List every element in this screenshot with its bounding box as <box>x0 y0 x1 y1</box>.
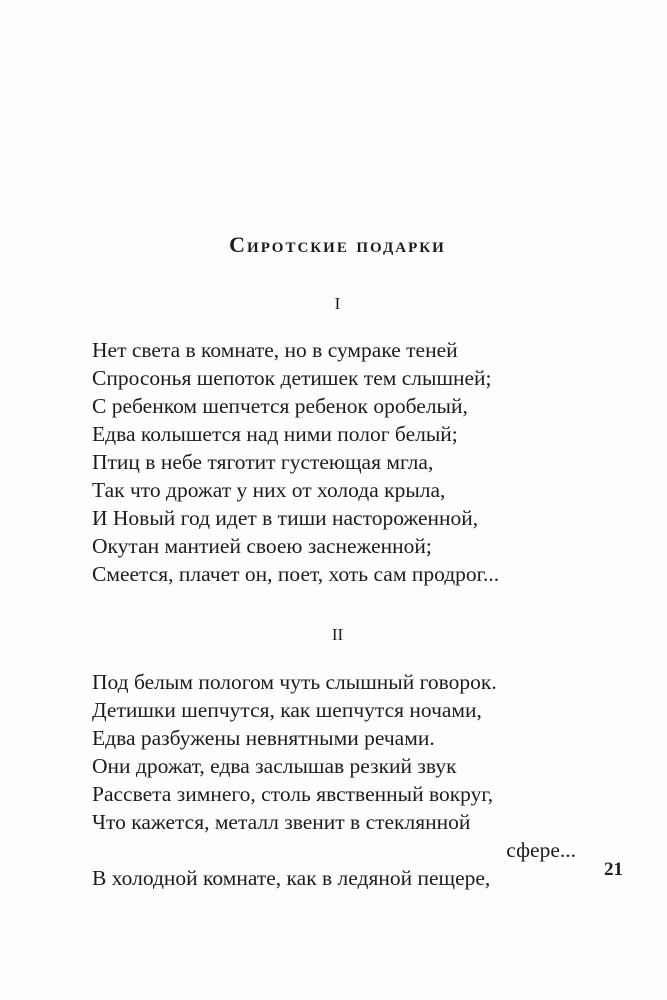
verse-line: Смеется, плачет он, поет, хоть сам продрог... <box>92 562 500 586</box>
verse-line: Детишки шепчутся, как шепчутся ночами, <box>92 698 482 722</box>
verse-line: Едва разбужены невнятными речами. <box>92 726 435 750</box>
stanza-2 <box>92 668 576 892</box>
verse-line: Нет света в комнате, но в сумраке теней <box>92 338 458 362</box>
verse-line: С ребенком шепчется ребенок оробелый, <box>92 394 468 418</box>
verse-line: Что кажется, металл звенит в стеклянной <box>92 810 471 834</box>
verse-line-runover: сфере... <box>506 838 576 862</box>
poem-title: Сиротские подарки <box>229 232 446 257</box>
verse-line: Окутан мантией своею заснеженной; <box>92 534 432 558</box>
section-number-1: I <box>334 294 341 313</box>
page-number: 21 <box>604 859 623 880</box>
section-number-2: II <box>331 625 344 644</box>
stanza-1 <box>92 336 499 588</box>
verse-line: В холодной комнате, как в ледяной пещере, <box>92 866 491 890</box>
verse-line: Они дрожат, едва заслышав резкий звук <box>92 754 457 778</box>
verse-line: Так что дрожат у них от холода крыла, <box>92 478 446 502</box>
verse-line: Едва колышется над ними полог белый; <box>92 422 458 446</box>
verse-line: И Новый год идет в тиши настороженной, <box>92 506 479 530</box>
verse-line: Спросонья шепоток детишек тем слышней; <box>92 366 492 390</box>
verse-line: Птиц в небе тяготит густеющая мгла, <box>92 450 434 474</box>
verse-line: Рассвета зимнего, столь явственный вокруг, <box>92 782 494 806</box>
verse-line: Под белым пологом чуть слышный говорок. <box>92 670 497 694</box>
